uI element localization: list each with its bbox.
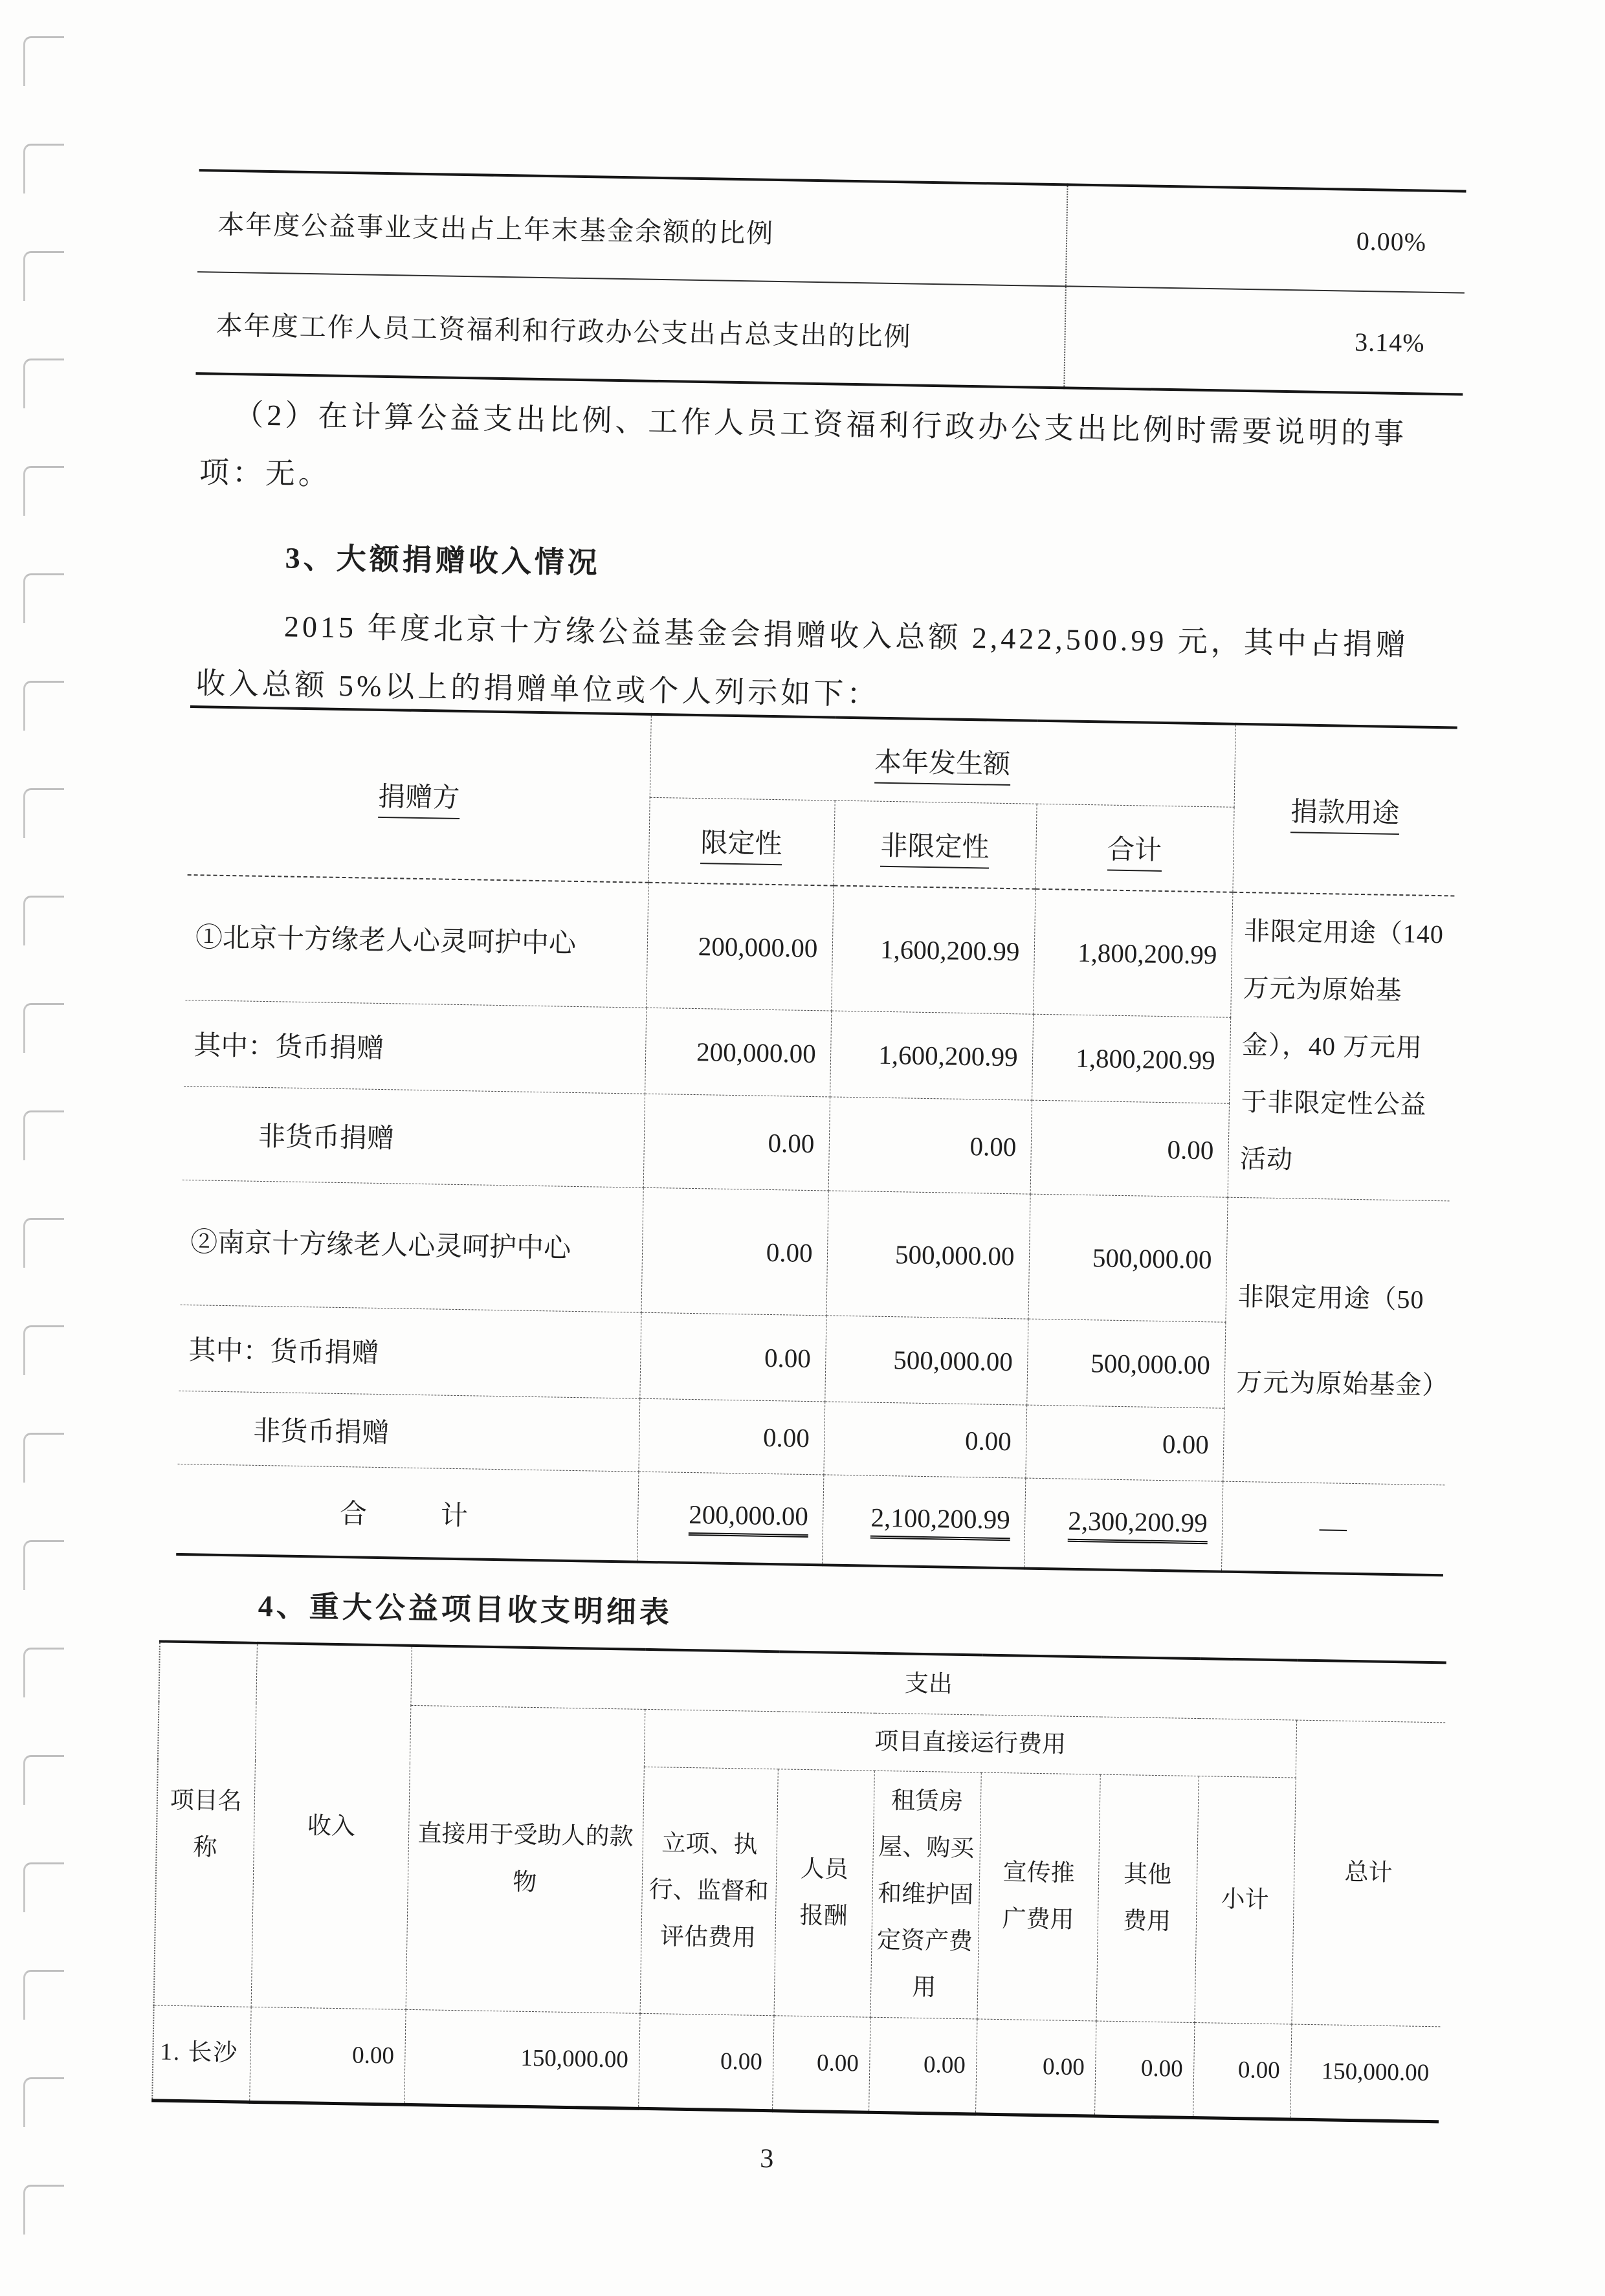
- staff-pay-header: 人员报酬: [774, 1769, 874, 2017]
- amount-cell: 0.00: [1094, 2021, 1194, 2117]
- table-row: [181, 1180, 1450, 1325]
- amount-cell: 0.00: [639, 1312, 826, 1402]
- purpose-cell: 非限定用途（140 万元为原始基金），40 万元用于非限定性公益活动: [1228, 892, 1455, 1201]
- amount-cell: 0.00: [1193, 2023, 1291, 2119]
- table-row: [185, 875, 1454, 1021]
- amount-cell: 1,600,200.99: [831, 886, 1035, 1015]
- amount-cell: 0.00: [1025, 1405, 1224, 1481]
- donation-table: [176, 705, 1457, 1576]
- amount-cell: 500,000.00: [1026, 1319, 1225, 1408]
- amount-cell: 200,000.00: [646, 883, 833, 1011]
- ratio-label: 本年度公益事业支出占上年末基金余额的比例: [217, 209, 775, 248]
- amount-cell: 0.00: [975, 2019, 1096, 2116]
- note-paragraph: [199, 385, 1470, 523]
- amount-cell: 0.00: [638, 2013, 773, 2110]
- ratio-value: 3.14%: [1064, 286, 1465, 394]
- other-header: 其他费用: [1096, 1774, 1198, 2022]
- total-amount-cell: 200,000.00: [637, 1472, 823, 1565]
- restricted-header: 限定性: [648, 797, 835, 885]
- income-header: 收入: [251, 1643, 412, 2009]
- total-label-cell: 合 计: [176, 1464, 638, 1562]
- paragraph-line: （2）在计算公益支出比例、工作人员工资福利行政办公支出比例时需要说明的事: [234, 398, 1408, 451]
- amount-cell: 0.00: [1030, 1100, 1229, 1197]
- amount-cell: 0.00: [869, 2017, 977, 2114]
- amount-cell: 150,000.00: [404, 2009, 639, 2108]
- direct-operating-header: 项目直接运行费用: [644, 1709, 1296, 1778]
- page-number: 3: [759, 2143, 774, 2174]
- section-3-heading: 3、大额捐赠收入情况: [285, 541, 601, 580]
- promotion-header: 宣传推广费用: [977, 1772, 1100, 2021]
- amount-cell: 1,800,200.99: [1032, 1014, 1230, 1103]
- year-amount-header: 本年发生额: [650, 714, 1235, 807]
- paragraph-line: 收入总额 5%以上的捐赠单位或个人列示如下：: [195, 667, 880, 711]
- purpose-cell: —: [1221, 1481, 1444, 1575]
- direct-goods-header: 直接用于受助人的款物: [406, 1705, 645, 2013]
- unrestricted-header: 非限定性: [833, 800, 1036, 889]
- purpose-cell: 非限定用途（50 万元为原始基金）: [1223, 1197, 1449, 1485]
- expense-header: 支出: [410, 1646, 1446, 1723]
- grand-total-header: 总计: [1291, 1720, 1445, 2027]
- donor-name-cell: ①北京十方缘老人心灵呵护中心: [185, 875, 648, 1008]
- amount-cell: 0.00: [828, 1097, 1032, 1194]
- amount-cell: 0.00: [638, 1398, 825, 1475]
- donor-name-cell: 非货币捐赠: [178, 1391, 640, 1472]
- purpose-header: 捐款用途: [1232, 724, 1457, 896]
- amount-cell: 150,000.00: [1290, 2024, 1440, 2122]
- amount-cell: 0.00: [643, 1094, 830, 1191]
- ratio-value: 0.00%: [1066, 184, 1467, 293]
- paragraph-line: 项：无。: [199, 456, 332, 491]
- amount-cell: 0.00: [823, 1402, 1026, 1478]
- ratio-label: 本年度工作人员工资福利和行政办公支出占总支出的比例: [195, 272, 1065, 388]
- rent-fixed-assets-header: 租赁房屋、购买和维护固定资产费用: [870, 1771, 981, 2019]
- amount-cell: 200,000.00: [645, 1008, 831, 1097]
- donor-name-cell: 非货币捐赠: [183, 1086, 645, 1187]
- project-detail-table: [151, 1640, 1446, 2123]
- project-name-header: 项目名称: [154, 1641, 257, 2007]
- amount-cell: 500,000.00: [1028, 1194, 1227, 1322]
- amount-cell: 0.00: [772, 2016, 870, 2112]
- donor-name-cell: ②南京十方缘老人心灵呵护中心: [181, 1180, 643, 1312]
- expense-ratio-table: [195, 169, 1466, 395]
- amount-cell: 0.00: [249, 2007, 405, 2104]
- subtotal-header: 小计: [1194, 1776, 1295, 2024]
- setup-exec-eval-header: 立项、执行、监督和评估费用: [640, 1767, 778, 2015]
- total-header: 合计: [1035, 804, 1234, 892]
- table-row: [195, 272, 1464, 394]
- donor-header: 捐赠方: [188, 707, 651, 883]
- section-4-heading: 4、重大公益项目收支明细表: [258, 1589, 673, 1629]
- amount-cell: 500,000.00: [826, 1191, 1030, 1319]
- donor-name-cell: 其中：货币捐赠: [179, 1305, 641, 1398]
- amount-cell: 500,000.00: [825, 1316, 1028, 1405]
- paragraph-line: 2015 年度北京十方缘公益基金会捐赠收入总额 2,422,500.99 元，其中占捐赠: [283, 610, 1410, 662]
- table-header-row: [159, 1641, 1446, 1722]
- donor-name-cell: 其中：货币捐赠: [184, 1000, 646, 1094]
- amount-cell: 1,600,200.99: [830, 1011, 1033, 1100]
- total-amount-cell: 2,300,200.99: [1024, 1478, 1223, 1572]
- amount-cell: 0.00: [641, 1187, 828, 1316]
- amount-cell: 1,800,200.99: [1033, 889, 1232, 1018]
- total-amount-cell: 2,100,200.99: [822, 1475, 1025, 1569]
- project-name-cell: 1. 长沙: [152, 2005, 250, 2102]
